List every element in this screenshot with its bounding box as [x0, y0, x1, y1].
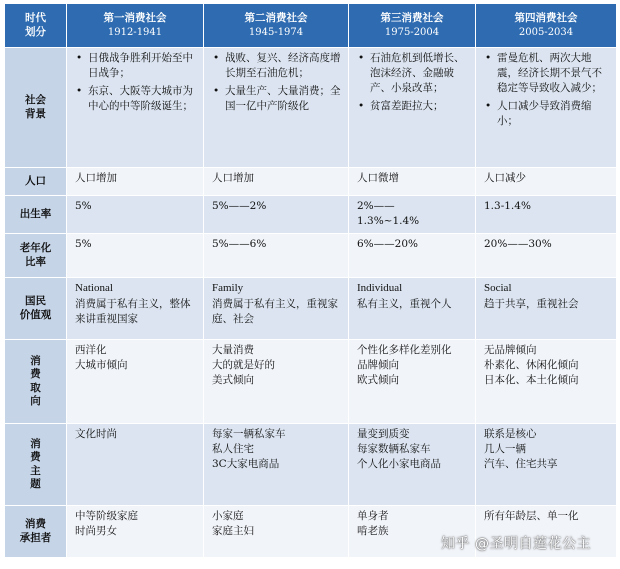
cell-background-1 [67, 48, 204, 168]
cell-bearer-4: 所有年龄层、单一化 [476, 506, 617, 558]
cell-birth-rate-3: 2%—— 1.3%~1.4% [349, 196, 476, 234]
list-item: • 大量生产、大量消费；全国一亿中产阶级化 [212, 84, 343, 114]
row-consumption-orientation [5, 340, 617, 424]
list-item: • 雷曼危机、两次大地震，经济长期不景气不稳定等导致收入减少； [484, 51, 611, 96]
list-item: • 日俄战争胜利开始至中日战争； [75, 51, 198, 81]
row-header-bearer: 消费 承担者 [5, 506, 67, 558]
cell-orientation-1: 西洋化 大城市倾向 [67, 340, 204, 424]
cell-bearer-3: 单身者 啃老族 [349, 506, 476, 558]
row-header-orientation: 消 费 取 向 [5, 340, 67, 424]
cell-aging-rate-4: 20%——30% [476, 234, 617, 278]
cell-background-3 [349, 48, 476, 168]
cell-theme-2: 每家一辆私家车 私人住宅 3C大家电商品 [204, 424, 349, 506]
header-corner: 时代 划分 [5, 4, 67, 48]
cell-orientation-4: 无品牌倾向 朴素化、休闲化倾向 日本化、本土化倾向 [476, 340, 617, 424]
cell-theme-1: 文化时尚 [67, 424, 204, 506]
cell-background-2 [204, 48, 349, 168]
cell-background-4 [476, 48, 617, 168]
list-item: • 贫富差距拉大； [357, 99, 470, 114]
list-item: • 石油危机到低增长、泡沫经济、金融破产、小泉改革； [357, 51, 470, 96]
cell-birth-rate-2: 5%——2% [204, 196, 349, 234]
cell-values-3: Individual 私有主义，重视个人 [349, 278, 476, 340]
cell-theme-4: 联系是核心 几人一辆 汽车、住宅共享 [476, 424, 617, 506]
cell-bearer-1: 中等阶级家庭 时尚男女 [67, 506, 204, 558]
cell-aging-rate-2: 5%——6% [204, 234, 349, 278]
cell-population-3: 人口微增 [349, 168, 476, 196]
row-national-values [5, 278, 617, 340]
row-header-population: 人口 [5, 168, 67, 196]
cell-theme-3: 量变到质变 每家数辆私家车 个人化小家电商品 [349, 424, 476, 506]
cell-values-1: National 消费属于私有主义，整体来讲重视国家 [67, 278, 204, 340]
row-header-background: 社会 背景 [5, 48, 67, 168]
cell-orientation-3: 个性化多样化差别化 品牌倾向 欧式倾向 [349, 340, 476, 424]
cell-birth-rate-4: 1.3-1.4% [476, 196, 617, 234]
cell-bearer-2: 小家庭 家庭主妇 [204, 506, 349, 558]
cell-values-4: Social 趋于共享，重视社会 [476, 278, 617, 340]
era-header-2: 第二消费社会 1945-1974 [204, 4, 349, 48]
row-header-values: 国民 价值观 [5, 278, 67, 340]
list-item: • 东京、大阪等大城市为中心的中等阶级诞生； [75, 84, 198, 114]
header-row [5, 4, 617, 48]
row-aging-rate [5, 234, 617, 278]
era-header-3: 第三消费社会 1975-2004 [349, 4, 476, 48]
consumer-society-table [4, 3, 617, 558]
row-header-birth-rate: 出生率 [5, 196, 67, 234]
cell-aging-rate-1: 5% [67, 234, 204, 278]
row-header-aging-rate: 老年化 比率 [5, 234, 67, 278]
era-header-1: 第一消费社会 1912-1941 [67, 4, 204, 48]
cell-orientation-2: 大量消费 大的就是好的 美式倾向 [204, 340, 349, 424]
cell-population-1: 人口增加 [67, 168, 204, 196]
era-header-4: 第四消费社会 2005-2034 [476, 4, 617, 48]
cell-population-2: 人口增加 [204, 168, 349, 196]
row-header-theme: 消 费 主 题 [5, 424, 67, 506]
cell-birth-rate-1: 5% [67, 196, 204, 234]
row-population [5, 168, 617, 196]
list-item: • 人口减少导致消费缩小； [484, 99, 611, 129]
row-consumption-theme [5, 424, 617, 506]
cell-aging-rate-3: 6%——20% [349, 234, 476, 278]
list-item: • 战败、复兴、经济高度增长期至石油危机； [212, 51, 343, 81]
row-birth-rate [5, 196, 617, 234]
watermark: 知乎 @圣明自莲花公主 [441, 536, 591, 552]
cell-population-4: 人口减少 [476, 168, 617, 196]
row-social-background [5, 48, 617, 168]
cell-values-2: Family 消费属于私有主义，重视家庭、社会 [204, 278, 349, 340]
